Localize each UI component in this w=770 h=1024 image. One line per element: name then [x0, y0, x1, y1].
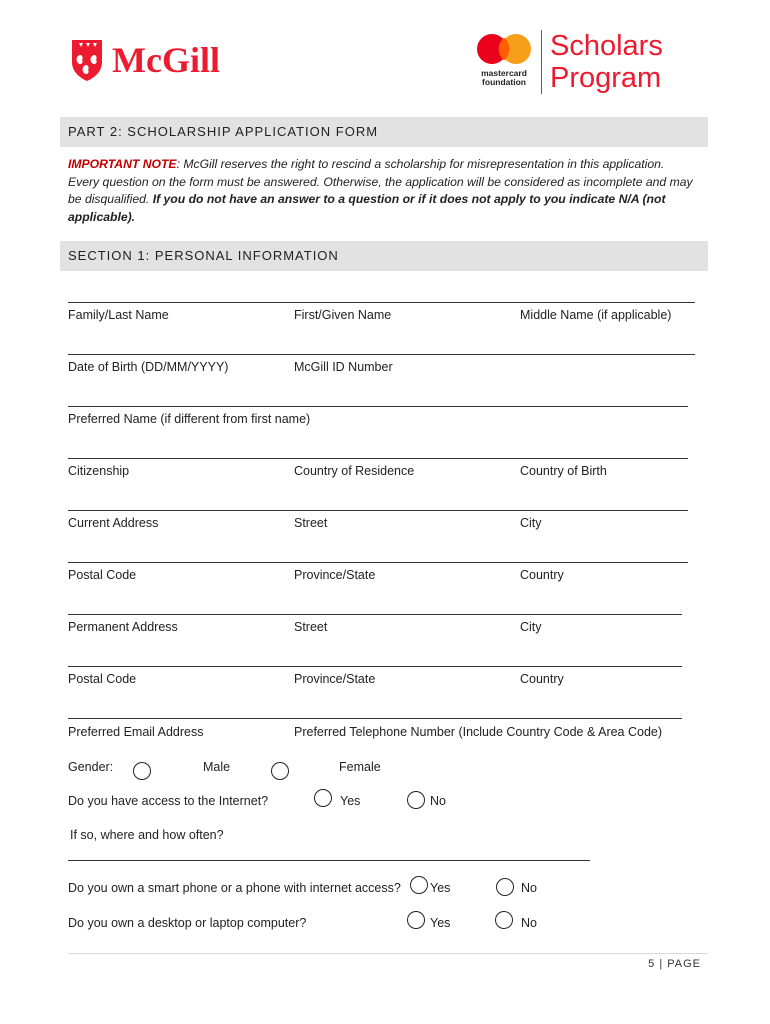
current-address-line[interactable]: [68, 510, 688, 511]
preferred-name-label: Preferred Name (if different from first name): [68, 412, 311, 426]
dob-label: Date of Birth (DD/MM/YYYY): [68, 360, 229, 374]
internet-no-label: No: [430, 794, 446, 808]
current-postal-line[interactable]: [68, 562, 688, 563]
internet-no-radio[interactable]: [407, 791, 425, 809]
computer-yes-radio[interactable]: [407, 911, 425, 929]
logo-divider: [541, 30, 542, 94]
section1-banner: SECTION 1: PERSONAL INFORMATION: [60, 241, 708, 271]
program-text: Program: [550, 62, 662, 94]
where-question: If so, where and how often?: [70, 828, 224, 842]
where-answer-line[interactable]: [68, 860, 590, 861]
smartphone-question: Do you own a smart phone or a phone with internet access?: [68, 881, 401, 895]
citizenship-line[interactable]: [68, 458, 688, 459]
smartphone-no-radio[interactable]: [496, 878, 514, 896]
phone-label: Preferred Telephone Number (Include Country Code & Area Code): [294, 725, 663, 739]
gender-label: Gender:: [68, 760, 114, 774]
permanent-postal-line[interactable]: [68, 666, 682, 667]
smartphone-no-label: No: [521, 881, 537, 895]
city-label: City: [520, 516, 542, 530]
country-birth-label: Country of Birth: [520, 464, 607, 478]
permanent-postal-label: Postal Code: [68, 672, 137, 686]
computer-yes-label: Yes: [430, 916, 451, 930]
country-residence-label: Country of Residence: [294, 464, 415, 478]
dob-id-line[interactable]: [68, 354, 695, 355]
part-banner: PART 2: SCHOLARSHIP APPLICATION FORM: [60, 117, 708, 147]
computer-no-radio[interactable]: [495, 911, 513, 929]
country-label: Country: [520, 568, 564, 582]
mcgill-wordmark: McGill: [112, 40, 220, 80]
important-note-text: : McGill reserves the right to rescind a scholarship for misrepresentation in this application. Every question on the form must be answered. Otherwise, the application will be considered as incomplete and may be disqualified.: [68, 157, 693, 206]
first-name-label: First/Given Name: [294, 308, 392, 322]
email-label: Preferred Email Address: [68, 725, 204, 739]
mcgill-id-label: McGill ID Number: [294, 360, 393, 374]
permanent-province-label: Province/State: [294, 672, 376, 686]
mastercard-text: mastercard: [481, 68, 527, 78]
gender-female-radio[interactable]: [271, 762, 289, 780]
permanent-address-line[interactable]: [68, 614, 682, 615]
citizenship-label: Citizenship: [68, 464, 130, 478]
foundation-text: foundation: [482, 77, 526, 87]
smartphone-yes-radio[interactable]: [410, 876, 428, 894]
permanent-street-label: Street: [294, 620, 328, 634]
footer-rule: [68, 953, 708, 954]
mcgill-crest-icon: [70, 38, 104, 82]
computer-no-label: No: [521, 916, 537, 930]
current-address-label: Current Address: [68, 516, 159, 530]
mcgill-logo: [70, 38, 220, 82]
province-label: Province/State: [294, 568, 376, 582]
important-note-bold: If you do not have an answer to a question or if it does not apply to you indicate N/A (not applicable).: [68, 192, 666, 224]
internet-yes-label: Yes: [340, 794, 361, 808]
permanent-city-label: City: [520, 620, 542, 634]
family-name-label: Family/Last Name: [68, 308, 169, 322]
postal-code-label: Postal Code: [68, 568, 137, 582]
computer-question: Do you own a desktop or laptop computer?: [68, 916, 307, 930]
gender-male-label: Male: [203, 760, 231, 774]
gender-male-radio[interactable]: [133, 762, 151, 780]
mastercard-foundation-label: [472, 69, 536, 87]
permanent-address-label: Permanent Address: [68, 620, 178, 634]
page-number: 5 | PAGE: [648, 958, 701, 970]
internet-question: Do you have access to the Internet?: [68, 794, 269, 808]
middle-name-label: Middle Name (if applicable): [520, 308, 672, 322]
gender-female-label: Female: [339, 760, 381, 774]
smartphone-yes-label: Yes: [430, 881, 451, 895]
street-label: Street: [294, 516, 328, 530]
scholars-program-title: [550, 30, 663, 94]
preferred-name-line[interactable]: [68, 406, 688, 407]
permanent-country-label: Country: [520, 672, 564, 686]
internet-yes-radio[interactable]: [314, 789, 332, 807]
mastercard-logo-icon: [473, 33, 535, 69]
important-note: [68, 156, 698, 226]
important-note-label: IMPORTANT NOTE: [68, 157, 177, 171]
contact-line[interactable]: [68, 718, 682, 719]
name-line[interactable]: [68, 302, 695, 303]
scholars-text: Scholars: [550, 30, 663, 62]
